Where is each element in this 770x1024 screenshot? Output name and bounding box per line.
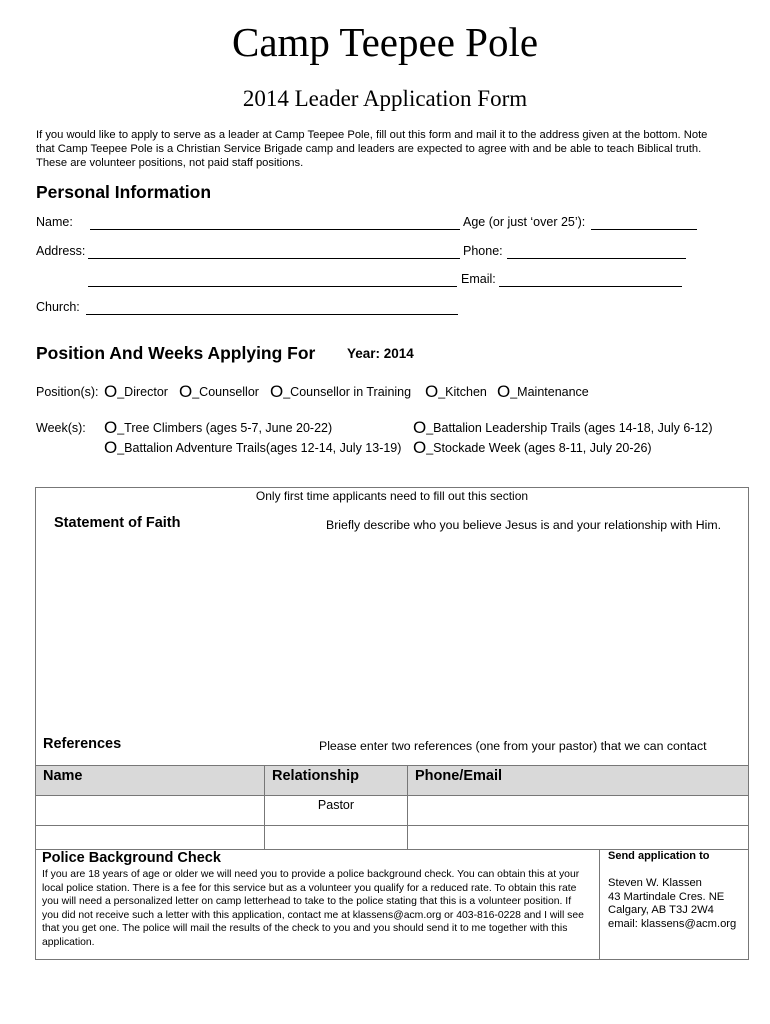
position-heading: Position And Weeks Applying For [36, 343, 316, 363]
column-header: Phone/Email [415, 768, 503, 784]
address-field-2[interactable] [88, 286, 457, 287]
option-label: _Counsellor in Training [283, 385, 412, 399]
address-line: email: klassens@acm.org [608, 917, 737, 930]
intro-text: If you would like to apply to serve as a leader at Camp Teepee Pole, fill out this form and mail it to the address given at the bottom. Note that Camp Teepee Pole is a Christian Service Brigade camp and leaders are expected to agree with and be able to teach Biblical truth. These are volunteer positions, not paid staff positions. [36, 129, 708, 169]
church-label: Church: [36, 300, 80, 314]
option-label: _Director [117, 385, 168, 399]
table-cell-relationship[interactable] [264, 825, 408, 850]
positions-label: Position(s): [36, 385, 99, 399]
phone-field[interactable] [507, 258, 686, 259]
radio-circle-icon: O [413, 418, 427, 437]
police-text: If you are 18 years of age or older we will need you to provide a police background check. You can obtain this at your local police station. There is a fee for this service but as a volunteer you qualify for a reduced rate. To obtain this rate you will need a personalized letter on camp letterhead to take to the police stating that this is a volunteer position. If you did not receive such a letter with this application, contact me at klassens@acm.org or 403-816-0228 and I will see that you get one. The police will mail the results of the check to you and you should send it to me together with this application. [42, 869, 584, 948]
week-option-stockade[interactable] [413, 437, 652, 457]
table-cell-relationship[interactable] [264, 795, 408, 826]
form-subtitle: 2014 Leader Application Form [242, 86, 528, 111]
phone-label: Phone: [463, 244, 503, 258]
form-title: Camp Teepee Pole [231, 19, 539, 65]
references-prompt: Please enter two references (one from your pastor) that we can contact [319, 739, 707, 753]
radio-circle-icon: O [104, 382, 118, 401]
address-field-1[interactable] [88, 258, 460, 259]
radio-circle-icon: O [413, 438, 427, 457]
faith-heading: Statement of Faith [54, 515, 181, 531]
address-line: Calgary, AB T3J 2W4 [608, 904, 714, 917]
week-option-leadership-trails[interactable] [413, 417, 713, 437]
table-header-name [35, 765, 265, 796]
section-divider [599, 849, 600, 960]
position-option-director[interactable] [104, 381, 168, 401]
position-option-kitchen[interactable] [425, 381, 487, 401]
age-label: Age (or just ‘over 25’): [463, 215, 586, 229]
faith-answer-area[interactable] [48, 540, 738, 730]
position-option-maintenance[interactable] [497, 381, 589, 401]
week-option-tree-climbers[interactable] [104, 417, 332, 437]
option-label: _Battalion Adventure Trails(ages 12-14, July 13-19) [117, 441, 402, 455]
position-option-counsellor[interactable] [179, 381, 259, 401]
radio-circle-icon: O [104, 438, 118, 457]
faith-prompt: Briefly describe who you believe Jesus is and your relationship with Him. [326, 518, 722, 532]
send-heading: Send application to [608, 850, 710, 862]
send-address [608, 877, 736, 931]
address-line: Steven W. Klassen [608, 877, 702, 889]
table-cell-contact[interactable] [407, 825, 749, 850]
email-label: Email: [461, 272, 496, 286]
address-line: 43 Martindale Cres. NE [608, 890, 725, 903]
option-label: _Counsellor [192, 385, 259, 399]
week-option-adventure-trails[interactable] [104, 437, 401, 457]
table-cell-name[interactable] [35, 825, 265, 850]
name-field[interactable] [90, 229, 460, 230]
option-label: _Battalion Leadership Trails (ages 14-18, July 6-12) [426, 421, 713, 435]
radio-circle-icon: O [104, 418, 118, 437]
table-cell-contact[interactable] [407, 795, 749, 826]
option-label: _Maintenance [510, 385, 589, 399]
cell-value: Pastor [317, 798, 355, 812]
radio-circle-icon: O [179, 382, 193, 401]
table-cell-name[interactable] [35, 795, 265, 826]
column-header: Relationship [272, 768, 360, 784]
position-option-cit[interactable] [270, 381, 411, 401]
weeks-label: Week(s): [36, 421, 86, 435]
radio-circle-icon: O [497, 382, 511, 401]
radio-circle-icon: O [425, 382, 439, 401]
year-label: Year: 2014 [347, 346, 414, 361]
email-field[interactable] [499, 286, 682, 287]
church-field[interactable] [86, 314, 458, 315]
table-header-contact [407, 765, 749, 796]
first-time-note: Only first time applicants need to fill out this section [255, 489, 529, 503]
personal-info-heading: Personal Information [36, 182, 212, 202]
table-header-relationship [264, 765, 408, 796]
police-heading: Police Background Check [42, 850, 221, 866]
address-label: Address: [36, 244, 86, 258]
age-field[interactable] [591, 229, 697, 230]
option-label: _Stockade Week (ages 8-11, July 20-26) [426, 441, 652, 455]
references-heading: References [43, 736, 122, 752]
name-label: Name: [36, 215, 73, 229]
option-label: _Kitchen [438, 385, 487, 399]
column-header: Name [43, 768, 83, 784]
radio-circle-icon: O [270, 382, 284, 401]
option-label: _Tree Climbers (ages 5-7, June 20-22) [117, 421, 333, 435]
